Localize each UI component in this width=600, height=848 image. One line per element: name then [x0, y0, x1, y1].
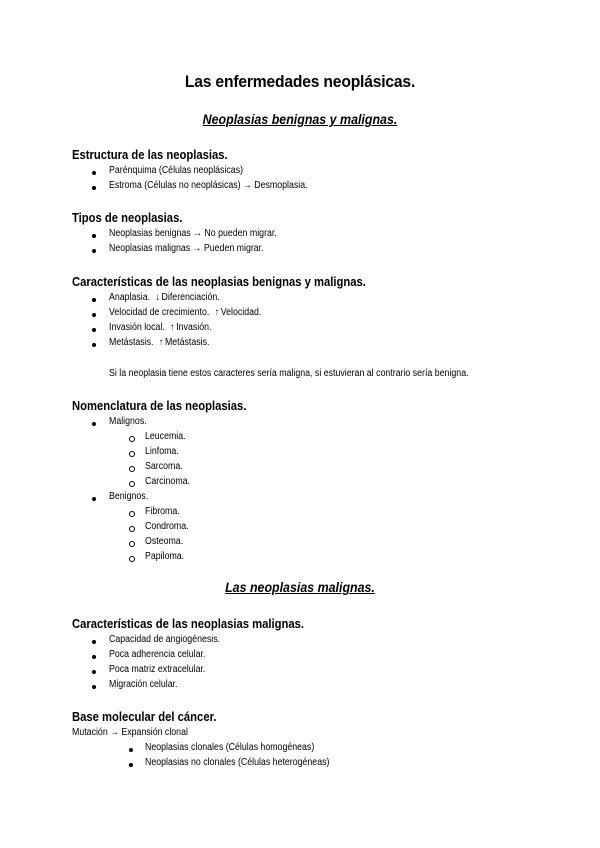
arrow-up-icon: ↑ — [158, 337, 164, 348]
heading-base-molecular: Base molecular del cáncer. — [72, 710, 217, 724]
document-title: Las enfermedades neoplásicas. — [184, 72, 416, 91]
list-item: Poca matriz extracelular. — [109, 664, 206, 675]
arrow-down-icon: ↓ — [155, 292, 160, 303]
arrow-up-icon: ↑ — [170, 322, 175, 333]
bullet — [92, 298, 96, 302]
sub-bullet — [129, 481, 135, 487]
sub-bullet — [129, 511, 135, 517]
sub-bullet — [129, 451, 135, 457]
sub-list-item: Sarcoma. — [145, 461, 183, 472]
bullet — [92, 186, 96, 190]
heading-caracteristicas-malignas: Características de las neoplasias malignas. — [72, 617, 305, 631]
list-item: Neoplasias no clonales (Células heterogéneas) — [145, 757, 330, 768]
bullet — [92, 234, 96, 238]
arrow-up-icon: ↑ — [214, 307, 219, 318]
bullet — [92, 497, 96, 501]
heading-caracteristicas: Características de las neoplasias benignas y malignas. — [72, 275, 366, 289]
sub-list-item: Fibroma. — [145, 506, 180, 517]
heading-nomenclatura: Nomenclatura de las neoplasias. — [72, 399, 247, 413]
sub-bullet — [129, 526, 135, 532]
bullet — [129, 748, 133, 752]
section-heading-malignas: Las neoplasias malignas. — [225, 580, 375, 595]
sub-list-item: Osteoma. — [145, 536, 184, 547]
list-item: Poca adherencia celular. — [109, 649, 206, 660]
sub-list-item: Condroma. — [145, 521, 189, 532]
bullet — [129, 763, 133, 767]
list-item: Metástasis. ↑ Metástasis. — [109, 337, 210, 348]
list-item-malignos: Malignos. — [109, 416, 147, 427]
sub-bullet — [129, 466, 135, 472]
section-heading-benignas-malignas: Neoplasias benignas y malignas. — [202, 112, 398, 127]
list-item: Anaplasia. ↓ Diferenciación. — [109, 292, 220, 303]
bullet — [92, 422, 96, 426]
list-item: Velocidad de crecimiento. ↑ Velocidad. — [109, 307, 262, 318]
list-item: Neoplasias benignas → No pueden migrar. — [109, 228, 277, 239]
sub-bullet — [129, 436, 135, 442]
sub-bullet — [129, 556, 135, 562]
note-text: Si la neoplasia tiene estos caracteres sería maligna, si estuvieran al contrario sería benigna. — [109, 368, 469, 379]
sub-list-item: Carcinoma. — [145, 476, 191, 487]
list-item: Neoplasias clonales (Células homogéneas) — [145, 742, 315, 753]
list-item: Capacidad de angiogénesis. — [109, 634, 221, 645]
sub-list-item: Leucemia. — [145, 431, 186, 442]
list-item: Parénquima (Células neoplásicas) — [109, 165, 244, 176]
bullet — [92, 171, 96, 175]
sub-list-item: Linfoma. — [145, 446, 179, 457]
bullet — [92, 640, 96, 644]
heading-estructura: Estructura de las neoplasias. — [72, 148, 228, 162]
list-item-benignos: Benignos. — [109, 491, 149, 502]
sub-list-item: Papiloma. — [145, 551, 185, 562]
sub-bullet — [129, 541, 135, 547]
mutation-line: Mutación → Expansión clonal — [72, 727, 188, 738]
bullet — [92, 328, 96, 332]
bullet — [92, 313, 96, 317]
bullet — [92, 343, 96, 347]
bullet — [92, 249, 96, 253]
bullet — [92, 685, 96, 689]
heading-tipos: Tipos de neoplasias. — [72, 211, 183, 225]
bullet — [92, 670, 96, 674]
list-item: Migración celular. — [109, 679, 178, 690]
list-item: Neoplasias malignas → Pueden migrar. — [109, 243, 264, 254]
list-item: Estroma (Células no neoplásicas) → Desmoplasia. — [109, 180, 308, 191]
list-item: Invasión local. ↑ Invasión. — [109, 322, 212, 333]
bullet — [92, 655, 96, 659]
